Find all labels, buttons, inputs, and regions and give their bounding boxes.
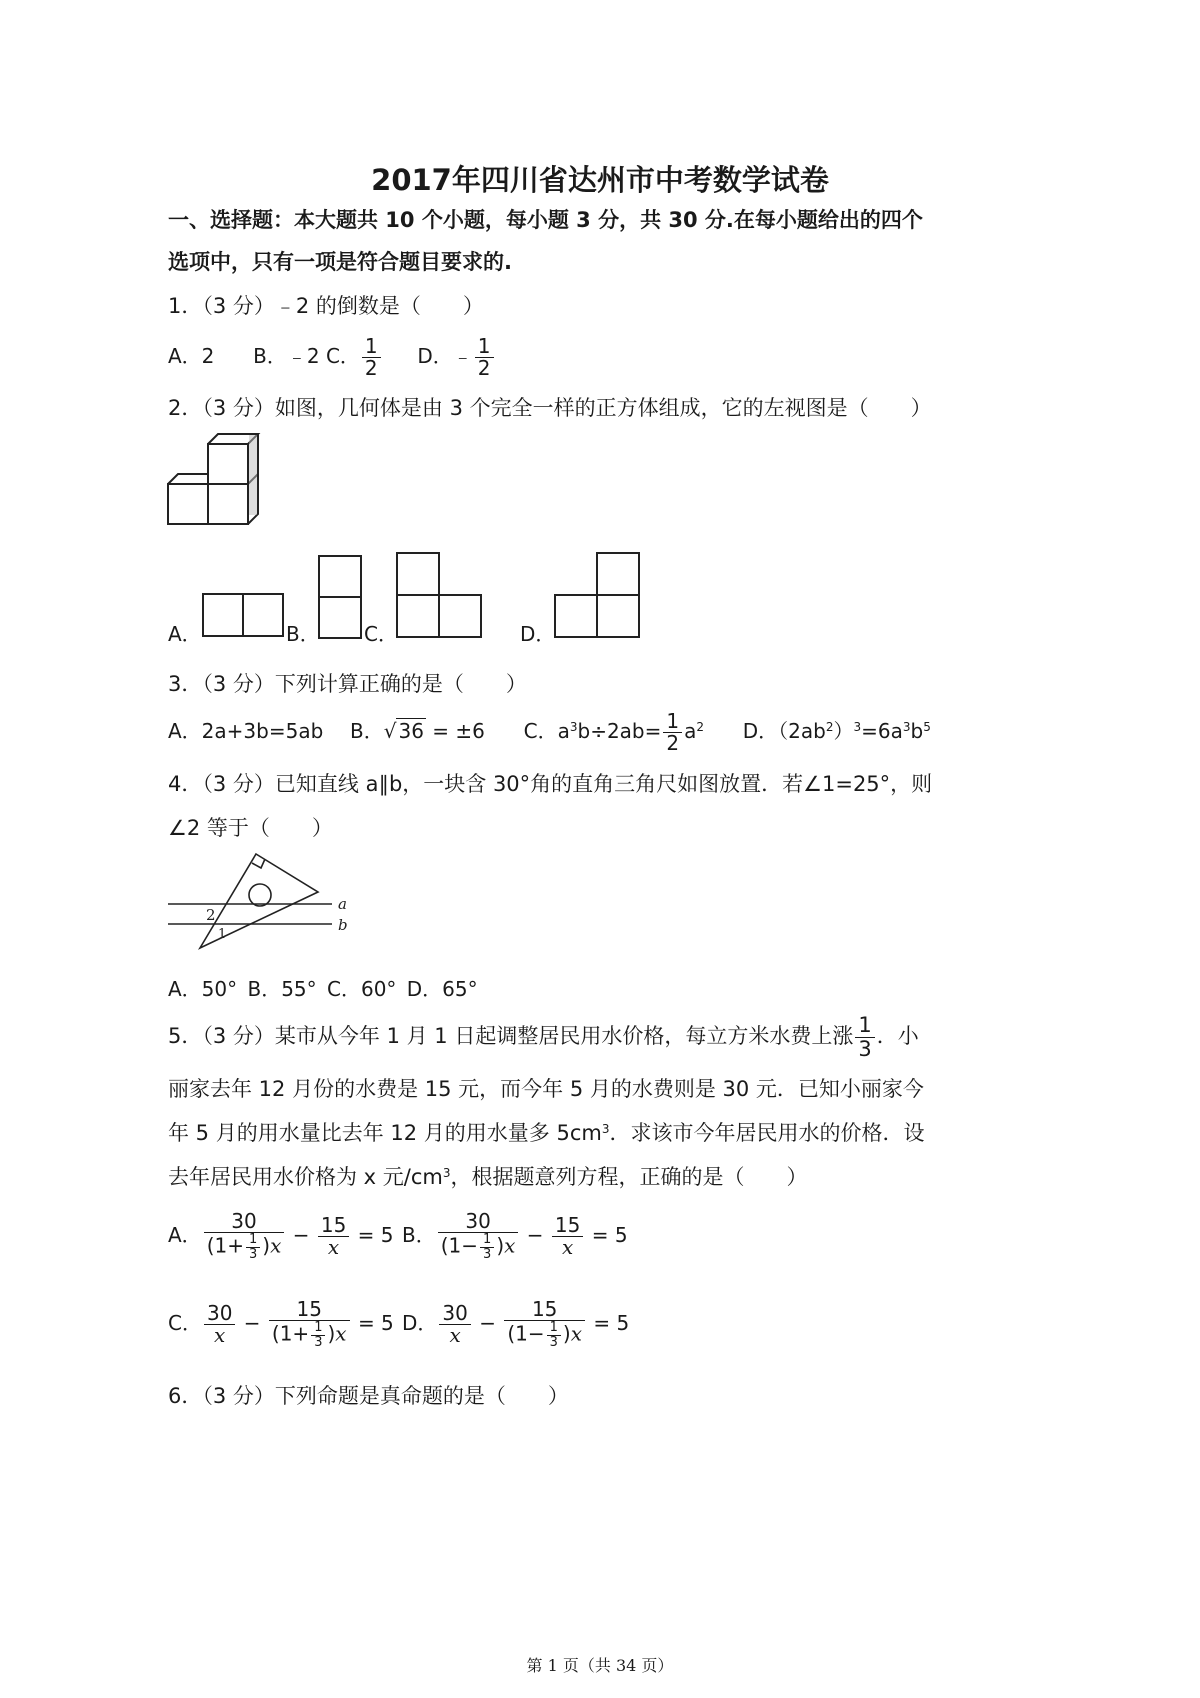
variable-x: x [335,1322,347,1346]
q5-option-a-label: A． [168,1223,202,1247]
label-a: a [338,895,347,913]
q1-option-b: B．﹣2 [253,344,320,368]
label-angle-1: 1 [218,927,227,942]
q3-option-a: A．2a+3b=5ab [168,719,324,743]
q5-text: ．小 [876,1024,919,1048]
fraction-numerator: 30 [438,1211,519,1233]
exponent: 2 [696,720,705,734]
q3-c-text: C．a [523,719,570,743]
q5-option-a [168,1202,394,1268]
q5-option-b-label: B． [402,1223,436,1247]
fraction-numerator: 1 [480,1233,494,1248]
q5-option-c-label: C． [168,1311,202,1335]
exponent: 3 [601,1122,610,1136]
exponent: 3 [569,720,578,734]
variable-x: x [570,1322,583,1346]
q3-c-fraction [663,711,682,754]
q5-option-d-label: D． [402,1311,438,1335]
fraction-numerator: 1 [246,1233,260,1248]
small-fraction [547,1321,561,1349]
q4-options: A．50° B．55° C．60° D．65° [168,977,478,1001]
paren-text: (1+ [206,1234,244,1258]
small-fraction [311,1321,325,1349]
fraction-numerator: 1 [475,336,494,358]
fraction-denominator: x [214,1323,226,1347]
label-b: b [338,916,348,934]
q5-a-frac-15 [318,1215,349,1258]
fraction-denominator: x [449,1323,461,1347]
q1-option-d-label: D．﹣ [417,344,473,368]
fraction-denominator: x [327,1235,340,1259]
q5-c-frac-30 [204,1303,235,1346]
fraction-denominator: 2 [666,731,680,755]
q5-stem-line2: 丽家去年 12 月份的水费是 15 元，而今年 5 月的水费则是 30 元．已知小丽家今 [168,1077,924,1101]
paren-text: ) [562,1322,571,1346]
equals-five: = 5 [593,1311,630,1335]
fraction-numerator: 15 [269,1299,350,1321]
q5-d-frac-15 [504,1299,585,1349]
fraction-denominator: 2 [364,356,378,380]
q3-stem: 3．（3 分）下列计算正确的是（ ） [168,672,527,696]
q2-option-a-label: A． [168,622,202,646]
page-footer: 第 1 页（共 34 页） [526,1656,674,1675]
variable-x: x [504,1234,516,1258]
q3-d-text: D．（2ab [742,719,826,743]
q5-fraction-one-third [855,1014,874,1059]
fraction-denominator: 3 [248,1247,258,1262]
q1-option-a: A．2 [168,344,215,368]
q2-option-a-view [202,591,286,639]
q1-option-c-fraction [362,336,381,379]
q1-options [168,334,496,379]
fraction-numerator: 15 [552,1215,583,1237]
q5-stem-line4 [168,1161,808,1191]
fraction-denominator: 3 [314,1335,323,1350]
fraction-denominator [204,1233,285,1261]
q3-d-text: ） [833,719,854,743]
exponent: 3 [902,720,911,734]
q2-option-c-label: C． [364,622,398,646]
variable-x: x [270,1234,282,1258]
q3-c-text: b÷2ab= [577,719,662,743]
q3-c-text: a [684,719,697,743]
section-header-line1: 一、选择题：本大题共 10 个小题，每小题 3 分，共 30 分.在每小题给出的四个 [168,208,923,232]
q5-text: ．求该市今年居民用水的价格．设 [609,1121,925,1145]
fraction-denominator [269,1321,350,1349]
equals-five: = 5 [357,1311,394,1335]
q4-stem-line1: 4．（3 分）已知直线 a∥b，一块含 30°角的直角三角尺如图放置．若∠1=25°，则 [168,772,933,796]
q5-text: 年 5 月的用水量比去年 12 月的用水量多 5cm [168,1121,602,1145]
fraction-numerator: 1 [311,1321,325,1336]
fraction-denominator: 3 [483,1247,492,1262]
q3-d-text: b [910,719,924,743]
fraction-numerator: 15 [504,1299,585,1321]
q5-b-frac-15 [552,1215,583,1258]
paren-text: ) [496,1234,505,1258]
paren-text: (1+ [271,1322,310,1346]
q3-option-d [743,719,931,743]
q1-option-c-label: C． [325,344,360,368]
page-title: 2017年四川省达州市中考数学试卷 [371,163,829,197]
paren-text: (1− [507,1322,545,1346]
q2-option-b-view [318,555,364,641]
q5-b-frac-30 [438,1211,519,1261]
operator: − [526,1223,544,1247]
exponent: 2 [825,720,834,734]
operator: − [243,1311,261,1335]
fraction-denominator [438,1233,519,1261]
q2-cube-figure [160,428,270,532]
q3-d-text: =6a [861,719,903,743]
fraction-numerator: 30 [439,1303,470,1325]
fraction-numerator: 1 [663,711,682,733]
exponent: 3 [442,1166,451,1180]
fraction-denominator [504,1321,585,1349]
operator: − [292,1223,310,1247]
q6-stem: 6．（3 分）下列命题是真命题的是（ ） [168,1384,569,1408]
q1-option-d-fraction [475,336,494,379]
q5-stem-line3 [168,1117,924,1147]
equals-five: = 5 [591,1223,628,1247]
equals-five: = 5 [357,1223,394,1247]
section-header-line2: 选项中，只有一项是符合题目要求的. [168,250,512,274]
q4-triangle-figure [160,848,370,958]
q2-option-c-view [396,552,484,640]
fraction-denominator: 3 [858,1036,872,1061]
q2-option-b-label: B． [286,622,320,646]
fraction-denominator: 2 [477,356,491,380]
q2-stem: 2．（3 分）如图，几何体是由 3 个完全一样的正方体组成，它的左视图是（ ） [168,396,932,420]
fraction-numerator: 1 [855,1014,874,1037]
q3-option-c [523,709,705,755]
q5-text: 5．（3 分）某市从今年 1 月 1 日起调整居民用水价格，每立方米水费上涨 [168,1024,854,1048]
fraction-numerator: 30 [204,1303,235,1325]
q5-stem-line1 [168,1012,919,1060]
q3-options [168,706,931,756]
fraction-numerator: 15 [318,1215,349,1237]
exponent: 3 [853,720,862,734]
q3-option-b-sqrt: √ 36 [383,719,424,743]
q5-text: ，根据题意列方程，正确的是（ ） [450,1165,808,1189]
fraction-numerator: 30 [204,1211,285,1233]
paren-text: (1− [440,1234,479,1258]
fraction-numerator: 1 [547,1321,561,1336]
q3-option-b-rest: = ±6 [425,719,485,743]
small-fraction [246,1233,260,1261]
q5-option-b [402,1202,628,1268]
q2-option-d-view [554,552,642,640]
paren-text: ) [327,1322,336,1346]
q4-stem-line2: ∠2 等于（ ） [168,816,333,840]
q3-option-b-label: B． [350,719,384,743]
radicand: 36 [398,719,424,743]
q2-option-d-label: D． [520,622,556,646]
fraction-denominator: x [561,1235,574,1259]
q5-c-frac-15 [269,1299,350,1349]
fraction-denominator: 3 [549,1335,558,1350]
q5-option-c [168,1290,394,1356]
exponent: 5 [923,720,931,734]
q1-stem: 1．（3 分）﹣2 的倒数是（ ） [168,294,484,318]
operator: − [479,1311,496,1335]
fraction-numerator: 1 [362,336,381,358]
q5-text: 去年居民用水价格为 x 元/cm [168,1165,443,1189]
label-angle-2: 2 [206,906,216,924]
q5-d-frac-30 [439,1303,470,1346]
small-fraction [480,1233,494,1261]
q5-a-frac-30 [204,1211,285,1261]
paren-text: ) [262,1234,271,1258]
q5-option-d [402,1290,629,1356]
